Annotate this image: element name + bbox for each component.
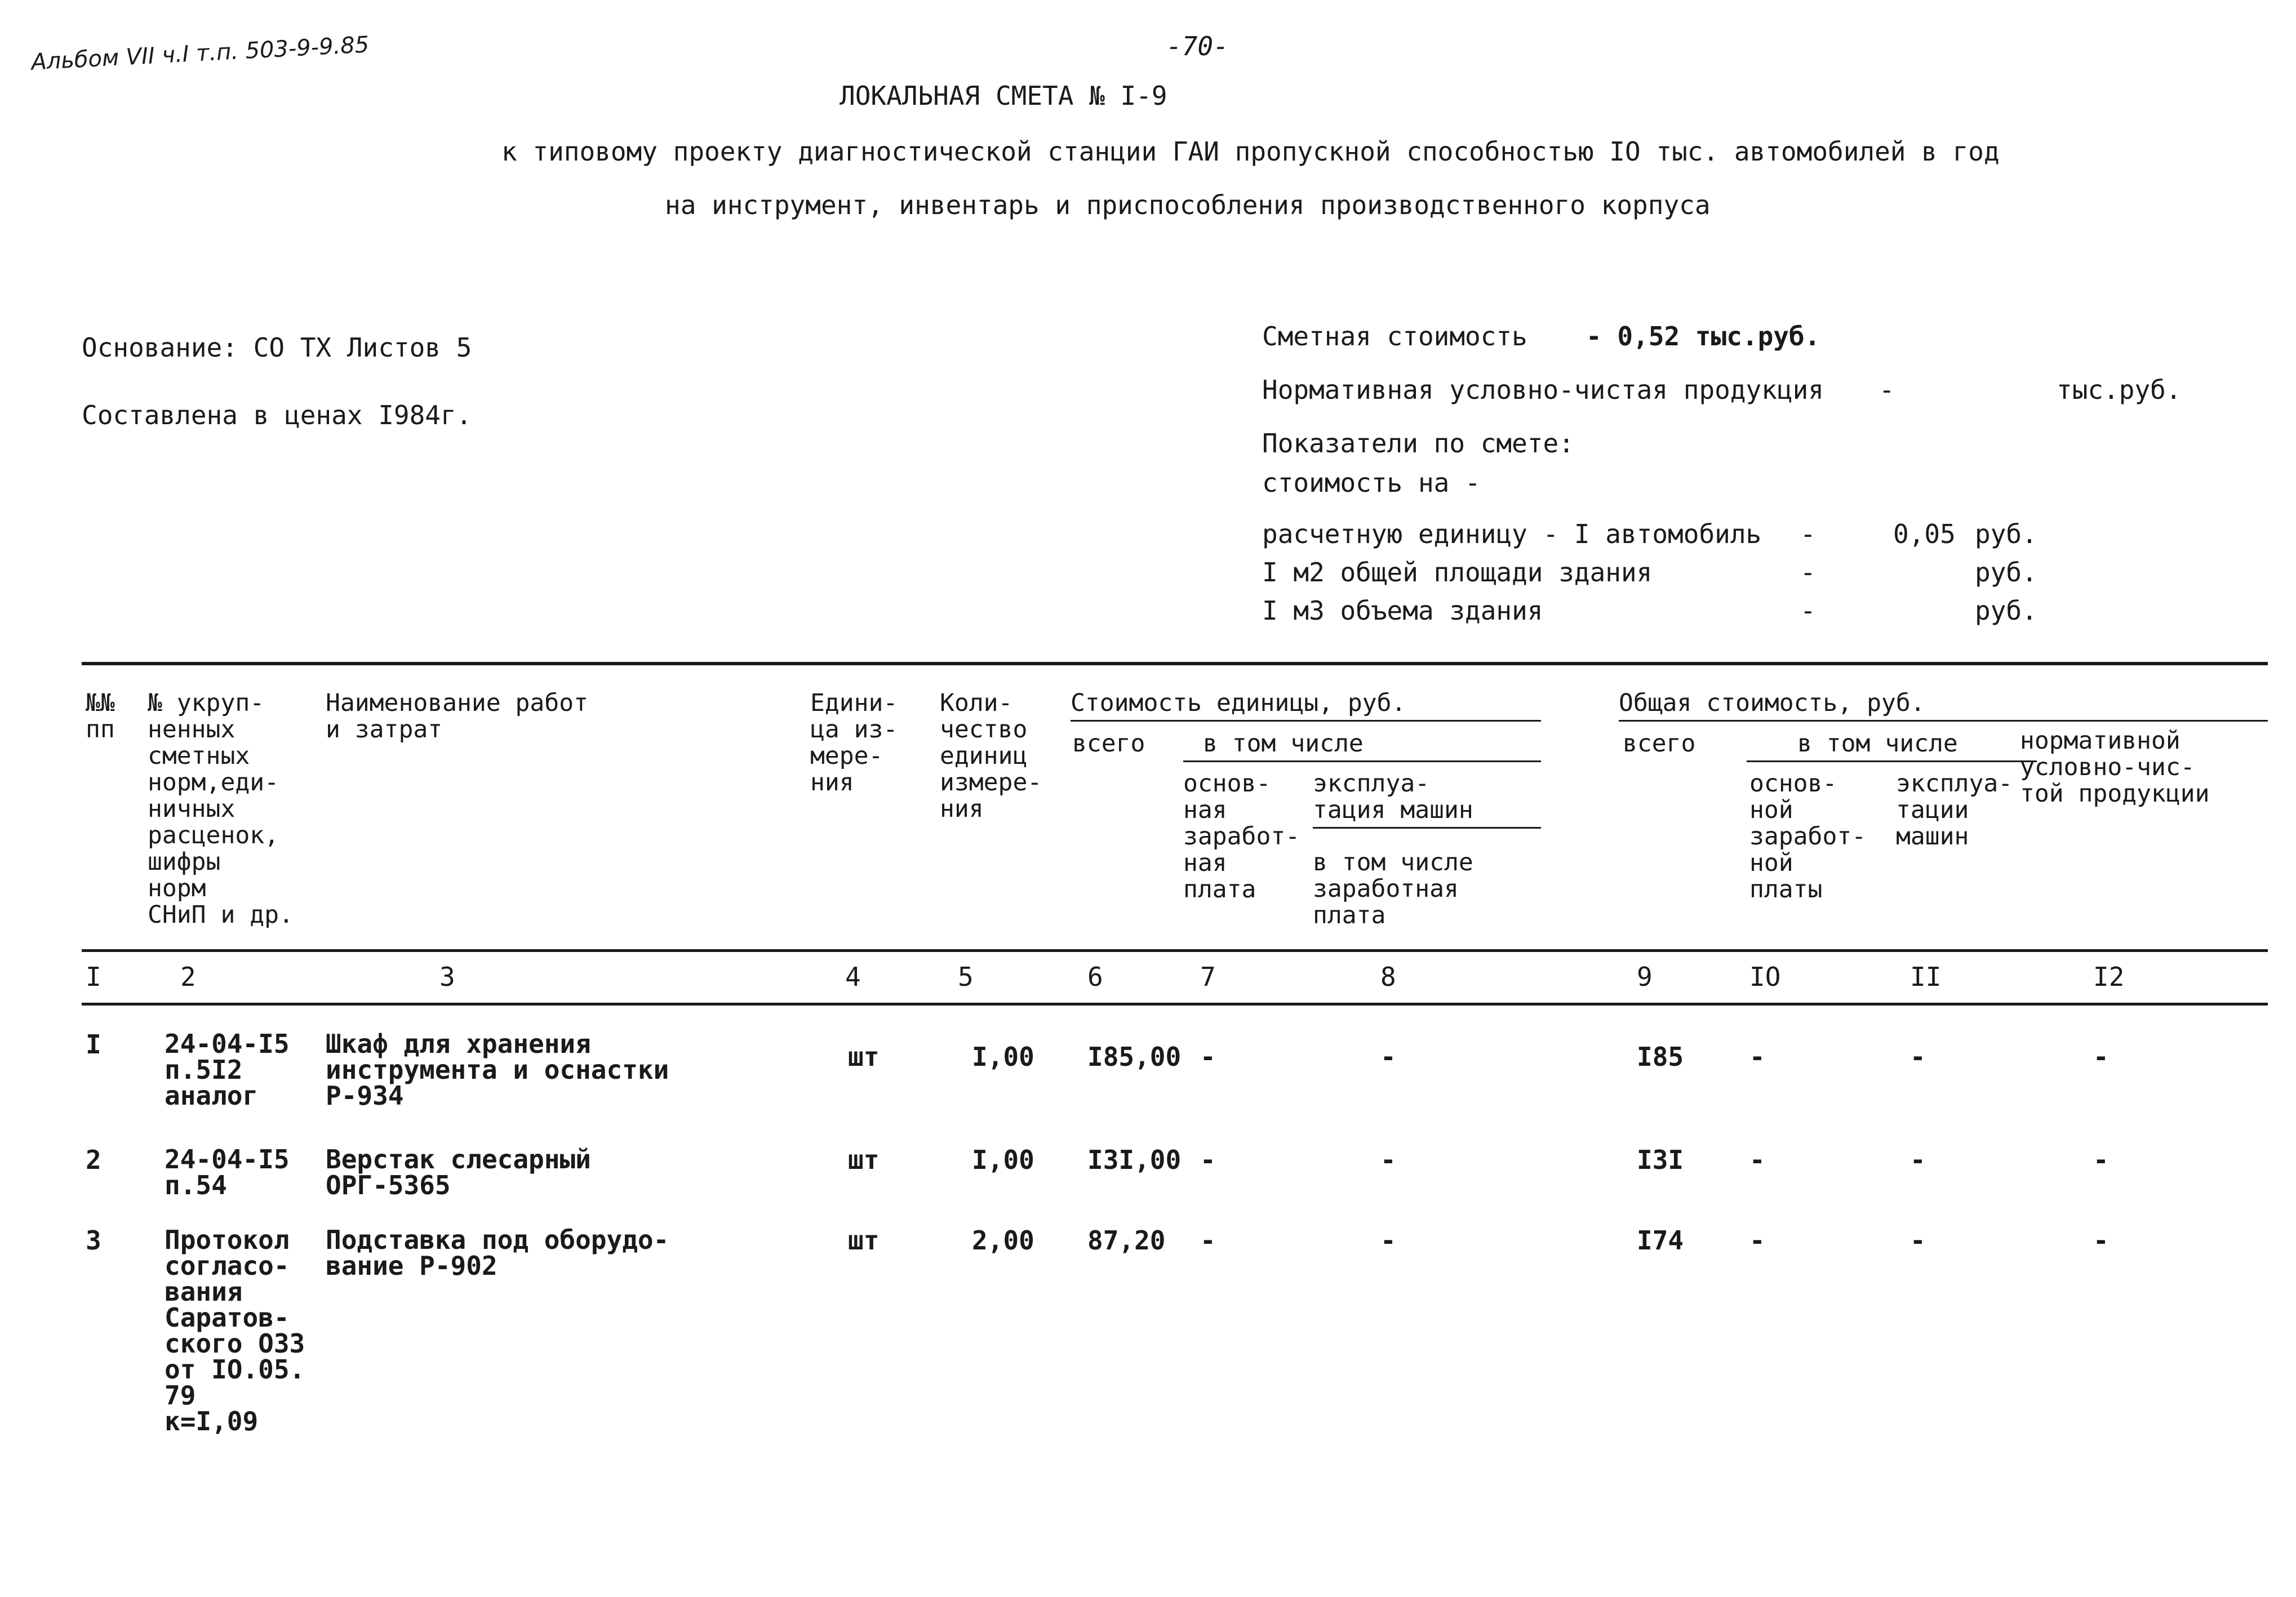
row-total: I3I [1637, 1145, 1684, 1175]
row-total: I85 [1637, 1042, 1684, 1072]
col-header-unit-total: всего [1072, 729, 1145, 758]
indicators-label: Показатели по смете: [1262, 428, 1574, 459]
basis-line: Основание: СО ТХ Листов 5 [82, 332, 472, 363]
row-number: 2 [86, 1145, 101, 1175]
indicator-dash: - [1800, 557, 1816, 588]
col-header-number: №№ пп [86, 689, 115, 744]
indicator-unit: руб. [1975, 557, 2037, 588]
row-name: Верстак слесарный ОРГ-5365 [326, 1144, 591, 1200]
column-number: I [86, 962, 101, 992]
col-header-total-including: в том числе [1747, 731, 2037, 762]
column-number: 2 [180, 962, 196, 992]
row-unit-total: I3I,00 [1087, 1145, 1182, 1175]
row-number: 3 [86, 1225, 101, 1256]
col-header-unit-wage: основ- ная заработ- ная плата [1183, 769, 1300, 904]
col-header-unit: Едини- ца из- мере- ния [810, 689, 898, 797]
column-number: 4 [845, 962, 861, 992]
column-number: II [1910, 962, 1942, 992]
document-title: ЛОКАЛЬНАЯ СМЕТА № I-9 [840, 81, 1167, 111]
row-total-wage: - [1749, 1145, 1765, 1175]
col-header-unit-machines-wage: в том числе заработная плата [1313, 848, 1473, 929]
row-unit-total: I85,00 [1087, 1042, 1182, 1072]
column-number: 8 [1380, 962, 1396, 992]
indicator-label: I м3 объема здания [1262, 595, 1543, 626]
document-subtitle-1: к типовому проекту диагностической станции ГАИ пропускной способностью IO тыс. автомобилей в год [501, 136, 2000, 167]
estimated-cost-value: - 0,52 тыс.руб. [1586, 321, 1820, 352]
col-header-name: Наименование работ и затрат [326, 689, 588, 744]
column-number: IO [1749, 962, 1781, 992]
col-header-total-wage: основ- ной заработ- ной платы [1749, 769, 1867, 904]
indicator-value: 0,05 [1893, 519, 1956, 549]
column-number: 9 [1637, 962, 1653, 992]
col-header-code: № укруп- ненных сметных норм,еди- ничных расценок, шифры норм СНиП и др. [148, 689, 294, 929]
row-unit: шт [848, 1145, 880, 1175]
row-number: I [86, 1029, 101, 1060]
row-total-wage: - [1749, 1042, 1765, 1072]
row-unit-wage: - [1200, 1225, 1216, 1256]
row-total-normative: - [2093, 1042, 2109, 1072]
indicator-label: расчетную единицу - I автомобиль [1262, 519, 1762, 549]
row-quantity: 2,00 [972, 1225, 1034, 1256]
row-total-machines: - [1910, 1225, 1926, 1256]
indicator-unit: руб. [1975, 519, 2037, 549]
row-unit: шт [848, 1042, 880, 1072]
col-header-quantity: Коли- чество единиц измере- ния [940, 689, 1042, 823]
prices-line: Составлена в ценах I984г. [82, 400, 472, 430]
row-name: Шкаф для хранения инструмента и оснастки Р-934 [326, 1029, 669, 1111]
row-total-machines: - [1910, 1042, 1926, 1072]
col-header-total-machines: эксплуа- тации машин [1896, 769, 2013, 851]
indicator-dash: - [1800, 519, 1816, 549]
col-header-total-normative: нормативной условно-чис- той продукции [2020, 727, 2210, 808]
row-unit-machines: - [1380, 1225, 1396, 1256]
row-name: Подставка под оборудо- вание Р-902 [326, 1225, 669, 1281]
row-code: 24-04-I5 п.54 [165, 1144, 290, 1200]
row-unit-wage: - [1200, 1145, 1216, 1175]
column-number: 6 [1087, 962, 1103, 992]
column-number: 7 [1200, 962, 1216, 992]
row-unit-wage: - [1200, 1042, 1216, 1072]
col-header-total-cost: Общая стоимость, руб. [1619, 690, 2268, 722]
row-total-normative: - [2093, 1225, 2109, 1256]
row-code: Протокол согласо- вания Саратов- ского ОЗЗ от IO.05. 79 к=I,09 [165, 1225, 305, 1436]
normative-production-unit: тыс.руб. [2057, 375, 2182, 405]
row-unit-total: 87,20 [1087, 1225, 1166, 1256]
row-quantity: I,00 [972, 1042, 1034, 1072]
page-number: -70- [1166, 31, 1229, 61]
document-subtitle-2: на инструмент, инвентарь и приспособления производственного корпуса [665, 190, 1711, 220]
normative-production-label: Нормативная условно-чистая продукция [1262, 375, 1824, 405]
indicator-label: I м2 общей площади здания [1262, 557, 1653, 588]
col-header-unit-machines: эксплуа- тация машин [1313, 771, 1541, 829]
column-number: 3 [439, 962, 455, 992]
row-unit-machines: - [1380, 1042, 1396, 1072]
row-total-machines: - [1910, 1145, 1926, 1175]
header-bottom-rule [82, 949, 2268, 952]
indicator-unit: руб. [1975, 595, 2037, 626]
row-unit: шт [848, 1225, 880, 1256]
row-total-normative: - [2093, 1145, 2109, 1175]
table-top-rule [82, 662, 2268, 665]
indicator-dash: - [1800, 595, 1816, 626]
column-numbers-rule [82, 1003, 2268, 1006]
col-header-unit-cost: Стоимость единицы, руб. [1071, 690, 1541, 722]
col-header-total-total: всего [1623, 729, 1696, 758]
column-number: 5 [958, 962, 974, 992]
column-number: I2 [2093, 962, 2125, 992]
estimated-cost-label: Сметная стоимость [1262, 321, 1527, 352]
album-note: Альбом VII ч.I т.п. 503-9-9.85 [30, 32, 370, 75]
col-header-unit-including: в том числе [1183, 731, 1541, 762]
row-total: I74 [1637, 1225, 1684, 1256]
row-total-wage: - [1749, 1225, 1765, 1256]
row-quantity: I,00 [972, 1145, 1034, 1175]
row-code: 24-04-I5 п.5I2 аналог [165, 1029, 290, 1111]
normative-production-dash: - [1879, 375, 1895, 405]
cost-per-label: стоимость на - [1262, 468, 1481, 498]
row-unit-machines: - [1380, 1145, 1396, 1175]
